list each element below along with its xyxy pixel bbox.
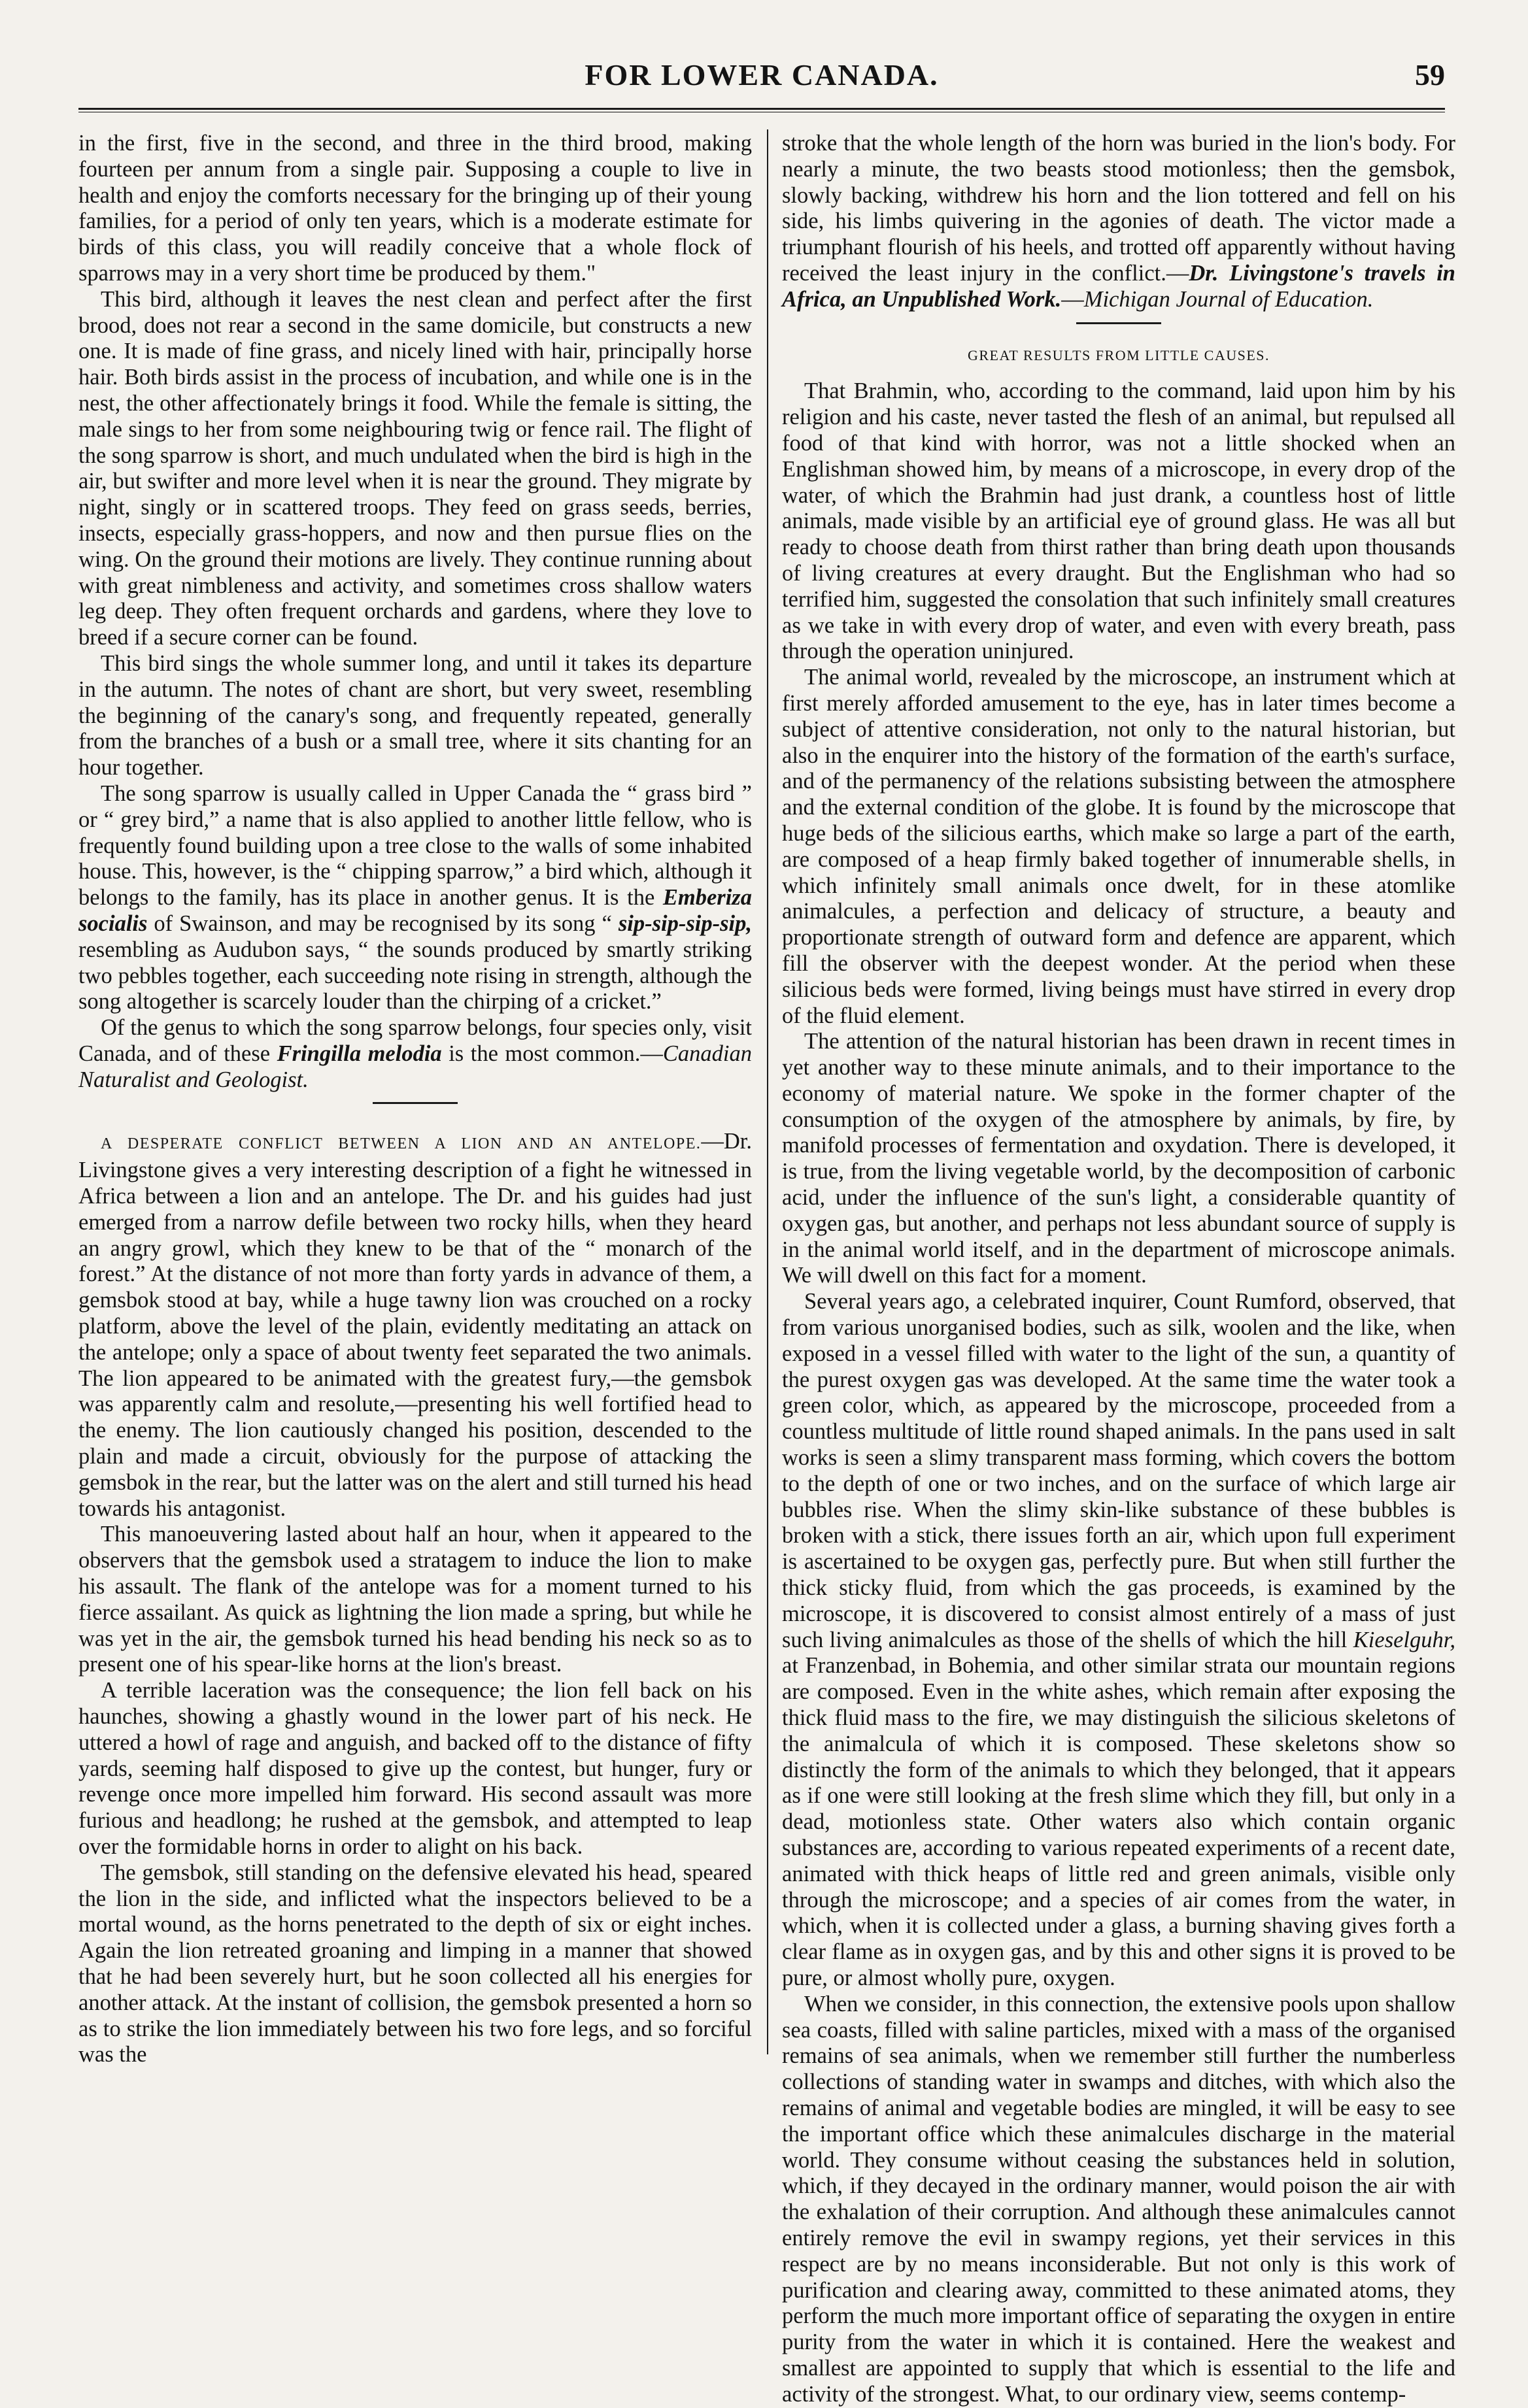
paragraph: That Brahmin, who, according to the command, laid upon him by his religion and his caste, never tasted the flesh of an animal, but repulsed all food of that kind with horror, was not a little shocked when an Englishman showed him, by means of a microscope, in every drop of the water, of which the Brahmin had just drank, a countless host of little animals, made visible by an artificial eye of ground glass. He was all but ready to choose death from thirst rather than bring death upon thousands of living creatures at every draught. But the Englishman who had so terrified him, suggested the consolation that such infinitely small creatures as we take in with every drop of water, and even with every breath, pass through the operation uninjured. <box>782 378 1455 664</box>
article-heading: GREAT RESULTS FROM LITTLE CAUSES. <box>967 346 1270 363</box>
section-rule <box>1076 322 1161 324</box>
text-run: of Swainson, and may be recognised by its song “ <box>147 911 619 936</box>
paragraph: The animal world, revealed by the microscope, an instrument which at first merely afforded amusement to the eye, has in later times become a subject of attentive consideration, not only to the natural historian, but also in the enquirer into the history of the formation of the earth's surface, and of the permanency of the relations subsisting between the atmosphere and the external condition of the globe. It is found by the microscope that huge beds of the silicious earths, which make so large a part of the earth, are composed of a heap firmly baked together of innumerable shells, in which infinitely small animals once dwelt, for in these atomlike animalcules, a perfection and delicacy of structure, a beauty and proportionate strength of outward form and defence are apparent, which fill the observer with the deepest wonder. At the period when these silicious beds were formed, living beings must have stirred in every drop of the fluid element. <box>782 665 1455 1028</box>
text-run: The song sparrow is usually called in Upper Canada the “ grass bird ” or “ grey bird,” a name that is also applied to another little fellow, who is frequently found building upon a tree close to the walls of some inhabited house. This, however, is the “ chipping sparrow,” a bird which, although it belongs to the family, has its place in another genus. It is the <box>78 780 752 911</box>
text-run: at Franzenbad, in Bohemia, and other similar strata our mountain regions are composed. Even in the white ashes, which remain after exposing the thick fluid mass to the fire, we may distinguish the silicious skeletons of the animalcula of which it is composed. These skeletons show so distinctly the form of the animals to which they belonged, that it appears as if one were still looking at the fresh slime which they fill, but only in a dead, motionless state. Other waters also which contain organic substances are, according to various repeated experiments of a recent date, animated with thick heaps of little red and green animals, visible only through the microscope; and a species of air comes from the water, in which, when it is collected under a glass, a burning shaving gives forth a clear flame as in oxygen gas, and by this and other signs it is proved to be pure, or almost wholly pure, oxygen. <box>782 1653 1455 1990</box>
source-citation: Michigan Journal of Education. <box>1083 286 1374 312</box>
text-run: Of the genus to which the song sparrow belongs, four species only, visit Canada, and of these <box>78 1015 752 1066</box>
text-run: stroke that the whole length of the horn was buried in the lion's body. For nearly a minute, the two beasts stood motionless; then the gemsbok, slowly backing, withdrew his horn and the lion tottered and fell on his side, his limbs quivering in the agonies of death. The victor made a triumphant flourish of his heels, and trotted off apparently without having received the least injury in the conflict.— <box>782 131 1455 286</box>
text-run: resembling as Audubon says, “ the sounds produced by smartly striking two pebbles together, each succeeding note rising in strength, although the song altogether is scarcely louder than the chirping of a cricket.” <box>78 937 752 1014</box>
paragraph <box>782 131 1455 313</box>
paragraph: This bird, although it leaves the nest clean and perfect after the first brood, does not rear a second in the same domicile, but constructs a new one. It is made of fine grass, and nicely lined with hair, principally horse hair. Both birds assist in the process of incubation, and while one is in the nest, the other affectionately brings it food. While the female is sitting, the male sings to her from some neighbouring twig or fence rail. The flight of the song sparrow is short, and much undulated when the bird is high in the air, but swifter and more level when it is near the ground. They migrate by night, singly or in scattered troops. They feed on grass seeds, berries, insects, especially grass-hoppers, and now and then pursue flies on the wing. On the ground their motions are lively. They continue running about with great nimbleness and activity, and sometimes cross shallow waters leg deep. They often frequent orchards and gardens, where they love to breed if a secure corner can be found. <box>78 286 752 650</box>
paragraph <box>782 1289 1455 1992</box>
paragraph <box>78 1015 752 1093</box>
place-name: Kieselguhr, <box>1353 1627 1455 1652</box>
text-run: —Dr. Livingstone gives a very interesting description of a fight he witnessed in Africa between a lion and an antelope. The Dr. and his guides had just emerged from a narrow defile between two rocky hills, when they heard an angry growl, which they knew to be that of the “ monarch of the forest.” At the distance of not more than forty yards in advance of them, a gemsbok stood at bay, while a huge tawny lion was crouched on a rocky platform, above the level of the plain, evidently meditating an attack on the antelope; only a space of about twenty feet separated the two animals. The lion appeared to be animated with the greatest fury,—the gemsbok was apparently calm and resolute,—presenting his well fortified head to the enemy. The lion cautiously changed his position, descended to the plain and made a circuit, obviously for the purpose of attacking the gemsbok in the rear, but the latter was on the alert and still turned his head towards his antagonist. <box>78 1129 752 1521</box>
page-number: 59 <box>1415 58 1445 92</box>
running-title: FOR LOWER CANADA. <box>585 58 939 92</box>
paragraph <box>78 781 752 1015</box>
column-divider <box>767 129 768 2054</box>
page-header <box>78 46 1445 98</box>
right-column <box>782 131 1455 2407</box>
header-rule <box>78 108 1445 112</box>
paragraph: This bird sings the whole summer long, and until it takes its departure in the autumn. The notes of chant are short, but very sweet, resembling the beginning of the canary's song, and frequently repeated, generally from the branches of a bush or a small tree, where it sits chanting for an hour together. <box>78 650 752 780</box>
paragraph: in the first, five in the second, and three in the third brood, making fourteen per annum from a single pair. Supposing a couple to live in health and enjoy the comforts necessary for the bringing up of their young families, for a period of only ten years, which is a moderate estimate for birds of this class, you will readily conceive that a whole flock of sparrows may in a very short time be produced by them." <box>78 131 752 286</box>
text-run: is the most common.— <box>441 1041 663 1066</box>
article-heading: A DESPERATE CONFLICT BETWEEN A LION AND AN ANTELOPE. <box>101 1135 702 1153</box>
text-run: — <box>1061 286 1084 312</box>
left-column <box>78 131 752 2067</box>
paragraph: A terrible laceration was the consequence; the lion fell back on his haunches, showing a ghastly wound in the lower part of his neck. He uttered a howl of rage and anguish, and backed off to the distance of fifty yards, seeming half disposed to give up the contest, but hunger, fury or revenge once more impelled him forward. His second assault was more furious and headlong; he rushed at the gemsbok, and attempted to leap over the formidable horns in order to alight on his back. <box>78 1678 752 1859</box>
section-rule <box>373 1102 458 1104</box>
paragraph: The attention of the natural historian has been drawn in recent times in yet another way to these minute animals, and to their importance to the economy of material nature. We spoke in the former chapter of the consumption of the oxygen of the atmosphere by animals, by fire, by manifold processes of fermentation and oxydation. There is developed, it is true, from the living vegetable world, by the decomposition of carbonic acid, under the influence of the sun's light, a considerable quantity of oxygen gas, but another, and perhaps not less abundant source of supply is in the animal world itself, and in the department of microscope animals. We will dwell on this fact for a moment. <box>782 1029 1455 1288</box>
text-run: Several years ago, a celebrated inquirer, Count Rumford, observed, that from various unorganised bodies, such as silk, woolen and the like, when exposed in a vessel filled with water to the light of the sun, a quantity of the purest oxygen gas was developed. At the same time the water took a green color, which, as appeared by the microscope, proceeded from a countless multitude of little round shaped animals. In the pans used in salt works is seen a slimy transparent mass forming, which covers the bottom to the depth of one or two inches, and on the surface of which large air bubbles rise. When the slimy skin-like substance of these bubbles is broken with a stick, there issues forth an air, which upon full experiment is ascertained to be oxygen gas, perfectly pure. But when still further the thick sticky fluid, from which the gas proceeds, is examined by the microscope, it is discovered to consist almost entirely of a mass of just such living animalcules as those of the shells of which the hill <box>782 1289 1455 1652</box>
paragraph: When we consider, in this connection, the extensive pools upon shallow sea coasts, filled with saline particles, mixed with a mass of the organised remains of sea animals, when we remember still further the numberless collections of standing water in swamps and ditches, with which also the remains of animal and vegetable bodies are mingled, it will be easy to see the important office which these animalcules discharge in the material world. They consume without ceasing the substances held in solution, which, if they decayed in the ordinary manner, would poison the air with the exhalation of their corruption. And although these animalcules cannot entirely remove the evil in swampy regions, yet their services in this respect are by no means inconsiderable. But not only is this work of purification and clearing away, committed to these animated atoms, they perform the much more important office of separating the oxygen in entire purity from the water in which it is contained. Here the weakest and smallest are appointed to supply that which is essential to the life and activity of the strongest. What, to our ordinary view, seems contemp- <box>782 1991 1455 2407</box>
song-notation: sip-sip-sip-sip, <box>618 911 752 936</box>
paragraph: The gemsbok, still standing on the defensive elevated his head, speared the lion in the side, and inflicted what the inspectors believed to be a mortal wound, as the horns penetrated to the depth of six or eight inches. Again the lion retreated groaning and limping in a manner that showed that he had been severely hurt, but he soon collected all his energies for another attack. At the instant of collision, the gemsbok presented a horn so as to strike the lion immediately between his two fore legs, and so forciful was the <box>78 1860 752 2067</box>
species-name: Emberiza socialis <box>78 885 752 936</box>
species-name: Fringilla melodia <box>277 1041 442 1066</box>
source-citation: Canadian Naturalist and Geologist. <box>78 1041 752 1092</box>
paragraph: This manoeuvering lasted about half an hour, when it appeared to the observers that the gemsbok used a stratagem to induce the lion to make his assault. The flank of the antelope was for a moment turned to his fierce assailant. As quick as lightning the lion made a spring, but while he was yet in the air, the gemsbok turned his head bending his neck so as to present one of his spear-like horns at the lion's breast. <box>78 1522 752 1677</box>
source-citation: Dr. Livingstone's travels in Africa, an Unpublished Work. <box>782 260 1455 312</box>
paragraph <box>78 1129 752 1522</box>
